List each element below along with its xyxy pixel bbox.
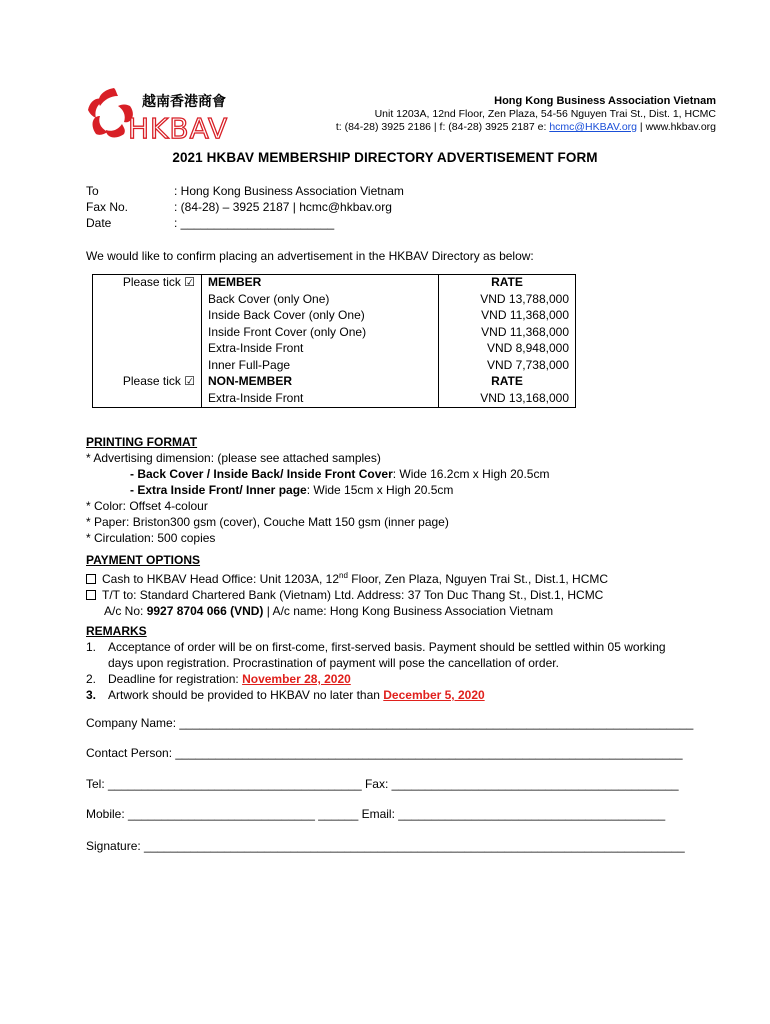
org-name: Hong Kong Business Association Vietnam [494, 95, 716, 107]
artwork-deadline-date: December 5, 2020 [383, 688, 485, 702]
fax-value: : (84-28) – 3925 2187 | hcmc@hkbav.org [174, 200, 392, 214]
member-header: MEMBER [202, 275, 439, 292]
printing-line: * Color: Offset 4-colour [86, 499, 208, 513]
table-row-item: Back Cover (only One) [208, 291, 330, 306]
table-row-rate: VND 11,368,000 [439, 308, 576, 325]
nonmember-tick-box[interactable]: Please tick ☑ [93, 374, 202, 391]
organization-info [336, 95, 716, 134]
member-tick-box[interactable]: Please tick ☑ [93, 275, 202, 292]
table-row-item: Inner Full-Page [208, 357, 291, 372]
form-title: 2021 HKBAV MEMBERSHIP DIRECTORY ADVERTISEMENT FORM [172, 150, 598, 165]
svg-text:越南香港商會: 越南香港商會 [142, 94, 226, 110]
remark-item-cont: days upon registration. Procrastination of payment will pose the cancellation of order. [108, 656, 559, 670]
tel-fax-field[interactable]: Tel: ______________________________________ Fax: ___________________________________________ [86, 777, 679, 791]
remark-item: 3. Artwork should be provided to HKBAV no later than December 5, 2020 [86, 688, 485, 702]
table-row-item: Inside Back Cover (only One) [208, 308, 365, 322]
rate-header: RATE [439, 275, 576, 292]
payment-option-transfer: T/T to: Standard Chartered Bank (Vietnam) Ltd. Address: 37 Ton Duc Thang St., Dist.1, HCMC [86, 587, 608, 603]
payment-heading: PAYMENT OPTIONS [86, 553, 201, 567]
printing-format-section [86, 434, 549, 546]
printing-line: * Paper: Briston300 gsm (cover), Couche Matt 150 gsm (inner page) [86, 515, 449, 529]
printing-line: - Extra Inside Front/ Inner page: Wide 15cm x High 20.5cm [130, 483, 454, 497]
printing-heading: PRINTING FORMAT [86, 435, 198, 449]
payment-option-cash: Cash to HKBAV Head Office: Unit 1203A, 12nd Floor, Zen Plaza, Nguyen Trai St., Dist.1, HCMC [86, 568, 608, 587]
org-address: Unit 1203A, 12nd Floor, Zen Plaza, 54-56 Nguyen Trai St., Dist. 1, HCMC [374, 108, 716, 120]
deadline-date: November 28, 2020 [242, 672, 351, 686]
table-row-rate: VND 11,368,000 [439, 325, 576, 342]
to-label: To [86, 184, 99, 198]
date-field[interactable]: : _______________________ [174, 216, 335, 230]
table-row-rate: VND 7,738,000 [439, 358, 576, 375]
table-row-rate: VND 13,788,000 [439, 292, 576, 309]
table-row-item: Inside Front Cover (only One) [208, 324, 367, 339]
hkbav-logo [84, 84, 254, 146]
fax-label: Fax No. [86, 200, 129, 214]
account-info: A/c No: 9927 8704 066 (VND) | A/c name: Hong Kong Business Association Vietnam [104, 604, 554, 618]
printing-line: * Circulation: 500 copies [86, 531, 216, 545]
org-contact: t: (84-28) 3925 2186 | f: (84-28) 3925 2187 e: hcmc@HKBAV.org | www.hkbav.org [335, 121, 716, 133]
recipient-block [86, 183, 404, 231]
payment-options-section [86, 552, 608, 619]
transfer-checkbox[interactable] [86, 590, 96, 600]
remarks-section [86, 623, 726, 703]
printing-line: * Advertising dimension: (please see attached samples) [86, 451, 381, 465]
mobile-email-field[interactable]: Mobile: ____________________________ ______ Email: ________________________________________ [86, 807, 666, 821]
table-row-rate: VND 13,168,000 [439, 391, 576, 408]
remarks-heading: REMARKS [86, 624, 147, 638]
svg-text:HKBAV: HKBAV [128, 112, 229, 145]
table-row-rate: VND 8,948,000 [439, 341, 576, 358]
table-row-item: Extra-Inside Front [202, 391, 439, 408]
intro-text: We would like to confirm placing an advertisement in the HKBAV Directory as below: [86, 249, 534, 263]
rate-header: RATE [439, 374, 576, 391]
remark-item: 1. Acceptance of order will be on first-come, first-served basis. Payment should be settled within 05 working [86, 640, 666, 654]
remark-item: 2. Deadline for registration: November 28, 2020 [86, 672, 351, 686]
printing-line: - Back Cover / Inside Back/ Inside Front Cover: Wide 16.2cm x High 20.5cm [130, 467, 550, 481]
contact-person-field[interactable]: Contact Person: ____________________________________________________________________________ [86, 746, 683, 760]
date-label: Date [86, 216, 112, 230]
rates-table [92, 274, 576, 408]
signature-field[interactable]: Signature: _________________________________________________________________________________ [86, 839, 685, 853]
to-value: : Hong Kong Business Association Vietnam [174, 184, 404, 198]
company-name-field[interactable]: Company Name: _____________________________________________________________________________ [86, 716, 694, 730]
table-row-item: Extra-Inside Front [208, 341, 304, 355]
email-link[interactable]: hcmc@HKBAV.org [549, 121, 638, 133]
cash-checkbox[interactable] [86, 574, 96, 584]
nonmember-header: NON-MEMBER [208, 374, 292, 388]
